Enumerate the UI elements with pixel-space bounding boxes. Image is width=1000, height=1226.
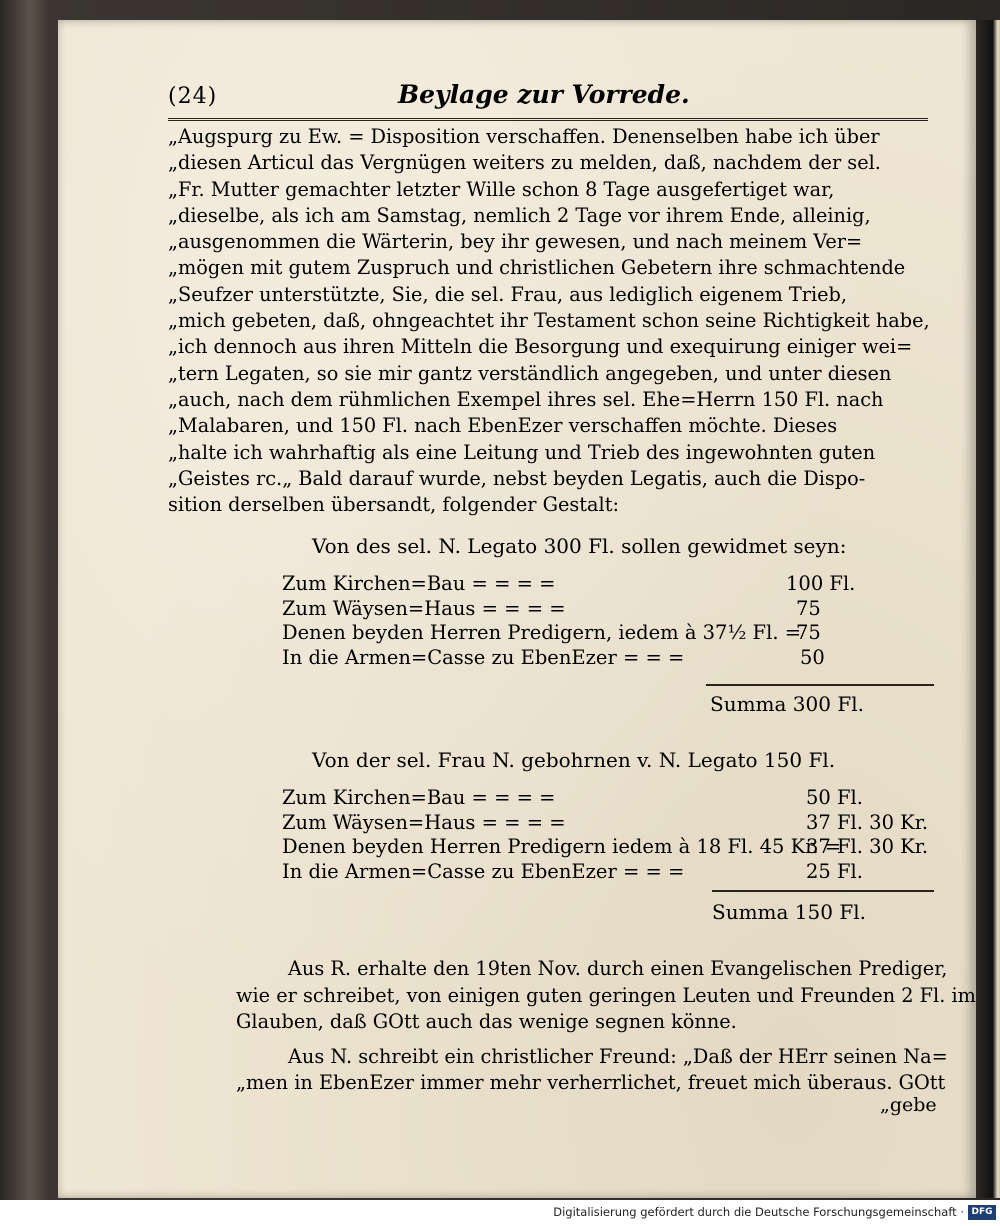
row-label: In die Armen=Casse zu EbenEzer = = = [282, 859, 685, 883]
page-number: (24) [168, 84, 218, 109]
sum-rule [712, 890, 934, 892]
text-line: „Malabaren, und 150 Fl. nach EbenEzer verschaffen möchte. Dieses [168, 414, 838, 438]
page-edge [976, 20, 1000, 1198]
table-title: Von der sel. Frau N. gebohrnen v. N. Legato 150 Fl. [312, 748, 836, 772]
text-line: „diesen Articul das Vergnügen weiters zu melden, daß, nachdem der sel. [168, 151, 881, 175]
text-line: Glauben, daß GOtt auch das wenige segnen könne. [236, 1010, 737, 1033]
text-line: „dieselbe, als ich am Samstag, nemlich 2 Tage vor ihrem Ende, alleinig, [168, 203, 871, 227]
text-line: „Fr. Mutter gemachter letzter Wille schon 8 Tage ausgefertiget war, [168, 177, 835, 201]
row-amount: 50 Fl. [806, 786, 863, 809]
row-amount: 100 Fl. [786, 572, 856, 595]
sum-total: Summa 300 Fl. [710, 692, 864, 716]
table-title: Von des sel. N. Legato 300 Fl. sollen gewidmet seyn: [312, 534, 847, 558]
row-label: Denen beyden Herren Predigern, iedem à 37½ Fl. = [282, 621, 802, 644]
row-label: Zum Wäysen=Haus = = = = [282, 596, 566, 620]
row-label: Zum Kirchen=Bau = = = = [282, 786, 556, 809]
table-row [282, 786, 942, 811]
table-row [282, 811, 942, 836]
text-line: Aus N. schreibt ein christlicher Freund: „Daß der HErr seinen Na= [288, 1044, 948, 1068]
text-line: „halte ich wahrhaftig als eine Leitung und Trieb des ingewohnten guten [168, 440, 876, 464]
row-amount: 37 Fl. 30 Kr. [806, 810, 929, 834]
text-line: „Geistes rc.„ Bald darauf wurde, nebst beyden Legatis, auch die Dispo- [168, 466, 866, 490]
catchword: „gebe [880, 1094, 937, 1116]
paragraph-letter-quote [168, 124, 938, 518]
row-amount: 75 [796, 621, 821, 644]
legacy-table-1 [282, 534, 942, 670]
text-line: „mögen mit gutem Zuspruch und christlichen Gebetern ihre schmachtende [168, 256, 906, 280]
row-label: In die Armen=Casse zu EbenEzer = = = [282, 645, 685, 669]
text-line: Aus R. erhalte den 19ten Nov. durch einen Evangelischen Prediger, [288, 957, 948, 980]
text-line: „men in EbenEzer immer mehr verherrlichet, freuet mich überaus. GOtt [236, 1071, 946, 1094]
table-row [282, 835, 942, 860]
sum-total: Summa 150 Fl. [712, 900, 866, 924]
dfg-logo-icon: DFG [968, 1205, 996, 1220]
funding-credit: Digitalisierung gefördert durch die Deutsche Forschungsgemeinschaft · [553, 1205, 964, 1219]
table-row [282, 860, 942, 885]
header-rule [168, 118, 928, 121]
paragraph-donations [236, 956, 976, 1097]
text-line: „tern Legaten, so sie mir gantz verständlich angegeben, und unter diesen [168, 361, 892, 385]
sum-rule [706, 684, 934, 686]
footer-bar [0, 1200, 1000, 1226]
text-line: „auch, nach dem rühmlichen Exempel ihres sel. Ehe=Herrn 150 Fl. nach [168, 387, 884, 411]
text-line: „Augspurg zu Ew. = Disposition verschaffen. Denenselben habe ich über [168, 125, 880, 148]
text-line: wie er schreibet, von einigen guten geringen Leuten und Freunden 2 Fl. im [236, 983, 976, 1007]
text-line: „mich gebeten, daß, ohngeachtet ihr Testament schon seine Richtigkeit habe, [168, 309, 930, 333]
row-amount: 37 Fl. 30 Kr. [806, 835, 929, 858]
table-row [282, 597, 942, 622]
row-amount: 50 [800, 645, 825, 669]
legacy-table-2 [282, 748, 942, 884]
text-line: „ausgenommen die Wärterin, bey ihr gewesen, und nach meinem Ver= [168, 230, 863, 254]
table-row [282, 621, 942, 646]
row-label: Denen beyden Herren Predigern iedem à 18 Fl. 45 Kr. = [282, 835, 842, 858]
text-line: sition derselben übersandt, folgender Gestalt: [168, 493, 619, 517]
row-label: Zum Wäysen=Haus = = = = [282, 810, 566, 834]
row-label: Zum Kirchen=Bau = = = = [282, 572, 556, 595]
row-amount: 25 Fl. [806, 859, 863, 883]
row-amount: 75 [796, 596, 821, 620]
text-line: „ich dennoch aus ihren Mitteln die Besorgung und exequirung einiger wei= [168, 335, 913, 359]
page-header [168, 78, 928, 118]
table-row [282, 572, 942, 597]
running-title: Beylage zur Vorrede. [398, 80, 690, 109]
text-line: „Seufzer unterstützte, Sie, die sel. Frau, aus lediglich eigenem Trieb, [168, 282, 848, 306]
table-row [282, 646, 942, 671]
